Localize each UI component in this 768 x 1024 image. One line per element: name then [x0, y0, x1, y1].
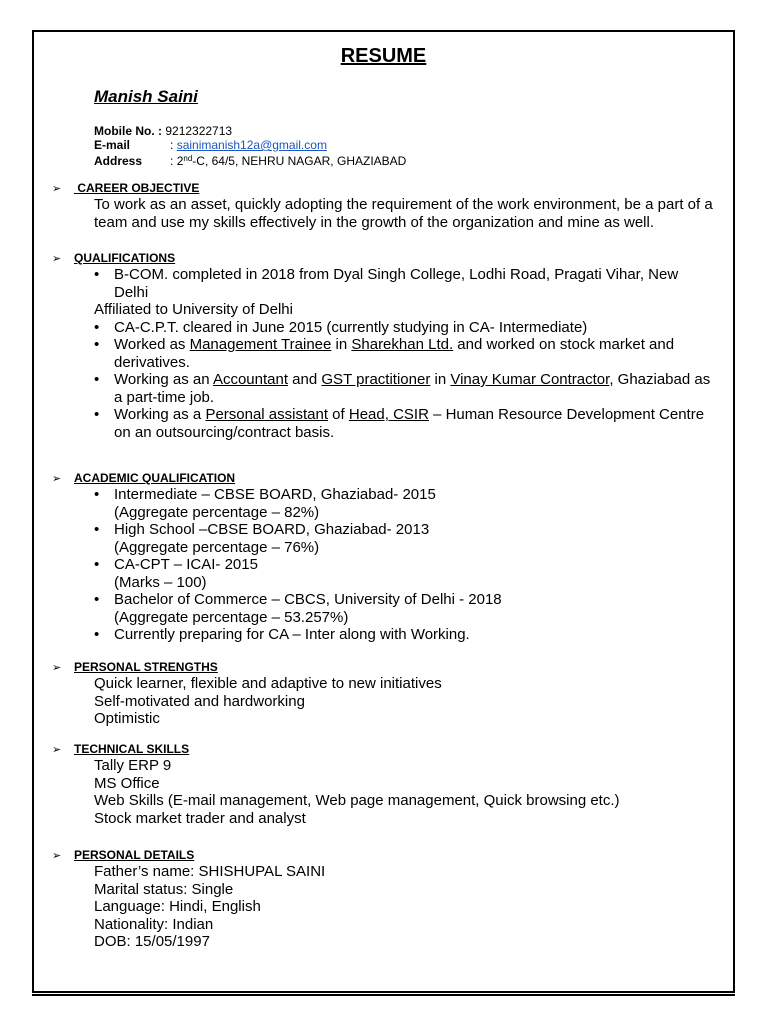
list-item: • Intermediate – CBSE BOARD, Ghaziabad- 2015 (Aggregate percentage – 82%)	[94, 486, 436, 521]
list-item: Quick learner, flexible and adaptive to new initiatives	[94, 675, 442, 692]
bullet-icon: •	[94, 266, 100, 283]
contact-block	[94, 124, 406, 168]
qualifications-section	[52, 250, 716, 441]
resume-title: RESUME	[340, 45, 427, 67]
bullet-icon: •	[94, 406, 100, 423]
personal-heading: ➢ PERSONAL DETAILS	[52, 848, 195, 862]
arrow-icon: ➢	[52, 473, 62, 485]
list-item: DOB: 15/05/1997	[94, 933, 210, 950]
strengths-section	[52, 659, 442, 728]
mobile-label: Mobile No. :	[94, 124, 162, 138]
list-item: Language: Hindi, English	[94, 898, 261, 915]
list-item: • B-COM. completed in 2018 from Dyal Singh College, Lodhi Road, Pragati Vihar, New Delhi	[94, 266, 679, 301]
academic-section	[52, 470, 716, 644]
arrow-icon: ➢	[52, 744, 62, 756]
bullet-icon: •	[94, 486, 100, 503]
arrow-icon: ➢	[52, 662, 62, 674]
address-num: 2	[176, 154, 184, 168]
list-item: • CA-CPT – ICAI- 2015 (Marks – 100)	[94, 556, 258, 591]
list-item: • Worked as Management Trainee in Sharekhan Ltd. and worked on stock market and derivatives.	[94, 336, 675, 371]
bullet-icon: •	[94, 521, 100, 538]
qualifications-heading: ➢ QUALIFICATIONS	[52, 251, 176, 265]
career-text: To work as an asset, quickly adopting the requirement of the work environment, be a part of a team and use my skills effectively in the growth of the organization and mine as well.	[94, 196, 713, 231]
address-row	[94, 152, 406, 168]
list-item: • Bachelor of Commerce – CBCS, University of Delhi - 2018 (Aggregate percentage – 53.257%)	[94, 591, 502, 626]
email-sep: :	[170, 138, 174, 152]
candidate-name: Manish Saini	[94, 87, 198, 106]
resume-frame	[32, 30, 735, 993]
mobile-value: 9212322713	[165, 124, 233, 138]
bullet-icon: •	[94, 371, 100, 388]
list-item: Marital status: Single	[94, 880, 234, 898]
list-item: • Working as an Accountant and GST practitioner in Vinay Kumar Contractor, Ghaziabad as a part-time job.	[94, 371, 711, 406]
bullet-icon: •	[94, 556, 100, 573]
email-row	[94, 138, 406, 152]
arrow-icon: ➢	[52, 253, 62, 265]
email-link[interactable]: sainimanish12a@gmail.com	[176, 138, 327, 152]
list-item: Web Skills (E-mail management, Web page management, Quick browsing etc.)	[94, 792, 620, 809]
list-item: Optimistic	[94, 710, 160, 727]
list-item: Father’s name: SHISHUPAL SAINI	[94, 863, 326, 880]
affiliated-text: Affiliated to University of Delhi	[94, 301, 293, 318]
address-sep: :	[170, 154, 174, 168]
bullet-icon: •	[94, 318, 100, 336]
strengths-heading: ➢ PERSONAL STRENGTHS	[52, 660, 218, 674]
list-item: MS Office	[94, 774, 160, 792]
technical-section	[52, 741, 620, 827]
list-item: Stock market trader and analyst	[94, 809, 306, 827]
academic-heading: ➢ ACADEMIC QUALIFICATION	[52, 471, 236, 485]
list-item: Nationality: Indian	[94, 915, 214, 933]
list-item: • Working as a Personal assistant of Head, CSIR – Human Resource Development Centre on an outsourcing/contract basis.	[94, 406, 705, 441]
technical-heading: ➢ TECHNICAL SKILLS	[52, 742, 190, 756]
list-item: • Currently preparing for CA – Inter along with Working.	[94, 626, 470, 643]
bullet-icon: •	[94, 336, 100, 353]
bottom-rule	[32, 994, 735, 996]
arrow-icon: ➢	[52, 850, 62, 862]
address-sup: nd	[183, 154, 193, 163]
personal-section	[52, 847, 325, 951]
mobile-row	[94, 124, 406, 138]
address-label: Address	[94, 154, 143, 168]
email-label: E-mail	[94, 138, 131, 152]
address-rest: -C, 64/5, NEHRU NAGAR, GHAZIABAD	[192, 154, 407, 168]
bullet-icon: •	[94, 626, 100, 643]
bullet-icon: •	[94, 591, 100, 608]
list-item: Tally ERP 9	[94, 757, 172, 774]
list-item: • CA-C.P.T. cleared in June 2015 (currently studying in CA- Intermediate)	[94, 318, 588, 336]
career-section	[52, 180, 734, 231]
arrow-icon: ➢	[52, 183, 62, 195]
list-item: Self-motivated and hardworking	[94, 692, 305, 710]
career-heading: ➢ CAREER OBJECTIVE	[52, 181, 200, 195]
list-item: • High School –CBSE BOARD, Ghaziabad- 2013 (Aggregate percentage – 76%)	[94, 521, 430, 556]
